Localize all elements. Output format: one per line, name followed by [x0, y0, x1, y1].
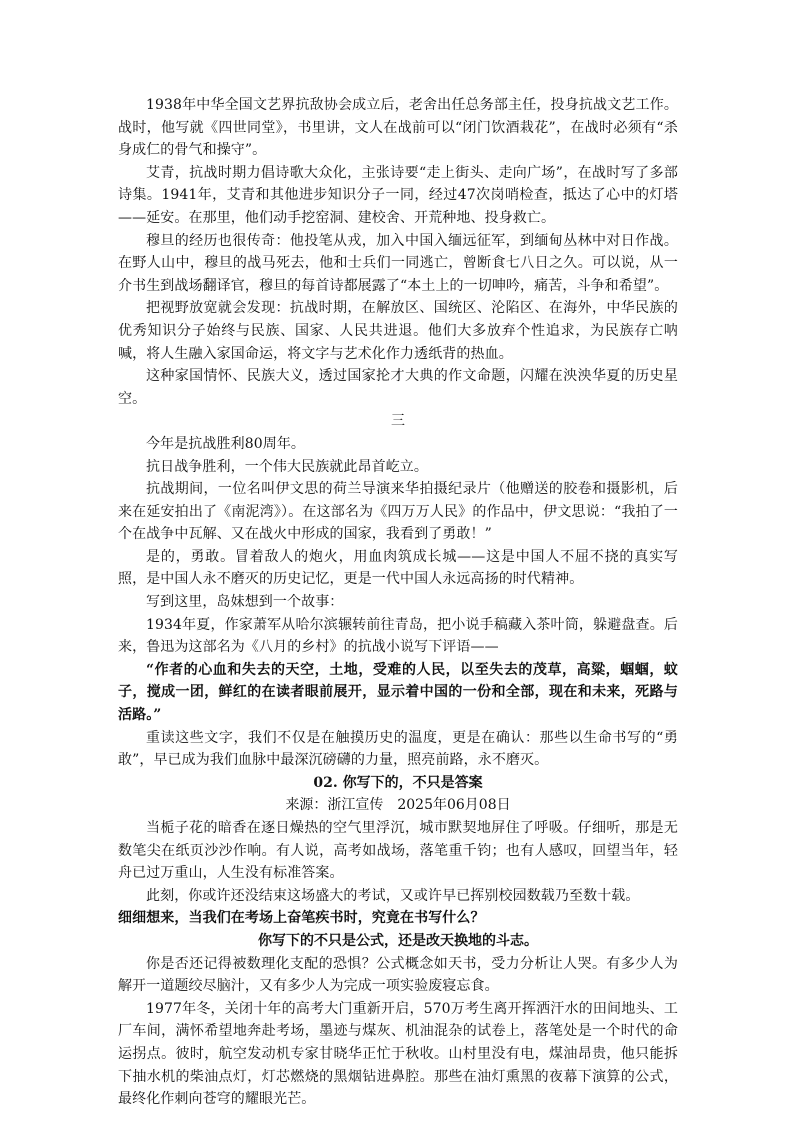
document-page [118, 94, 678, 1111]
section-number: 三 [391, 413, 405, 430]
paragraph-victory: 抗日战争胜利，一个伟大民族就此昂首屹立。 [146, 458, 428, 475]
paragraph-bravery: 是的，勇敢。冒着敌人的炮火，用血肉筑成长城——这是中国人不屈不挠的真实写照，是中国人永不磨灭的历史记忆，更是一代中国人永远高扬的时代精神。 [118, 548, 678, 588]
paragraph-laoshe: 1938年中华全国文艺界抗敌协会成立后，老舍出任总务部主任，投身抗战文艺工作。战时，他写就《四世同堂》，书里讲，文人在战前可以“闭门饮酒栽花”，在战时必须有“杀身成仁的骨气和操守”。 [118, 97, 678, 159]
bold-subheading: 你写下的不只是公式，还是改天换地的斗志。 [258, 932, 538, 949]
paragraph-this-moment: 此刻，你或许还没结束这场盛大的考试，又或许早已挥别校园数载乃至数十载。 [146, 887, 640, 904]
paragraph-patriotism: 这种家国情怀、民族大义，透过国家抡才大典的作文命题，闪耀在泱泱华夏的历史星空。 [118, 368, 678, 407]
paragraph-gardenia: 当栀子花的暗香在逐日燥热的空气里浮沉，城市默契地屏住了呼吸。仔细听，那是无数笔尖在纸页沙沙作响。有人说，高考如战场，落笔重千钧；也有人感叹，回望当年，轻舟已过万重山，人生没有标准答案。 [118, 820, 678, 882]
paragraph-fear: 你是否还记得被数理化支配的恐惧？公式概念如天书，受力分析让人哭。有多少人为解开一道题绞尽脑汁，又有多少人为完成一项实验废寝忘食。 [118, 955, 678, 995]
paragraph-1977: 1977年冬，关闭十年的高考大门重新开启，570万考生离开挥洒汗水的田间地头、工厂车间，满怀希望地奔赴考场，墨迹与煤灰、机油混杂的试卷上，落笔处是一个时代的命运拐点。彼时，航空发动机专家甘晓华正忙于秋收。山村里没有电，煤油昂贵，他只能拆下抽水机的柴油点灯，灯芯燃烧的黑烟钻进鼻腔。那些在油灯熏黑的夜幕下演算的公式，最终化作刺向苍穹的耀眼光芒。 [118, 1000, 678, 1108]
paragraph-intellectuals: 把视野放宽就会发现：抗战时期，在解放区、国统区、沦陷区、在海外，中华民族的优秀知识分子始终与民族、国家、人民共进退。他们大多放弃个性追求，为民族存亡呐喊，将人生融入家国命运，将文字与艺术化作力透纸背的热血。 [118, 300, 678, 362]
paragraph-aiqing: 艾青，抗战时期力倡诗歌大众化，主张诗要“走上街头、走向广场”，在战时写了多部诗集。1941年，艾青和其他进步知识分子一同，经过47次岗哨检查，抵达了心中的灯塔——延安。在那里，他们动手挖窑洞、建校舍、开荒种地、投身救亡。 [118, 164, 678, 226]
bold-question: 细细想来，当我们在考场上奋笔疾书时，究竟在书写什么？ [118, 910, 485, 927]
paragraph-closing: 重读这些文字，我们不仅是在触摸历史的温度，更是在确认：那些以生命书写的“勇敢”，早已成为我们血脉中最深沉磅礴的力量，照亮前路，永不磨灭。 [118, 729, 678, 769]
article-source: 来源：浙江宣传 2025年06月08日 [285, 797, 511, 814]
luxun-quote: “作者的心血和失去的天空，土地，受难的人民，以至失去的茂草，高粱，蝈蝈，蚊子，搅成一团，鲜红的在读者眼前展开，显示着中国的一份和全部，现在和未来，死路与活路。” [118, 661, 678, 724]
article-title: 02. 你写下的，不只是答案 [313, 774, 483, 791]
paragraph-ivens: 抗战期间，一位名叫伊文思的荷兰导演来华拍摄纪录片（他赠送的胶卷和摄影机，后来在延安拍出了《南泥湾》）。在这部名为《四万万人民》的作品中，伊文思说：“我拍了一个在战争中瓦解、又在战火中形成的国家，我看到了勇敢！” [118, 481, 678, 543]
paragraph-story-intro: 写到这里，岛妹想到一个故事： [146, 594, 344, 611]
paragraph-mudan: 穆旦的经历也很传奇：他投笔从戎，加入中国入缅远征军，到缅甸丛林中对日作战。在野人山中，穆旦的战马死去，他和士兵们一同逃亡，曾断食七八日之久。可以说，从一介书生到战场翻译官，穆旦的每首诗都展露了“本土上的一切呻吟，痛苦，斗争和希望”。 [118, 232, 678, 294]
paragraph-anniversary: 今年是抗战胜利80周年。 [146, 435, 306, 452]
paragraph-xiaojun: 1934年夏，作家萧军从哈尔滨辗转前往青岛，把小说手稿藏入茶叶筒，躲避盘查。后来，鲁迅为这部名为《八月的乡村》的抗战小说写下评语—— [118, 616, 678, 656]
